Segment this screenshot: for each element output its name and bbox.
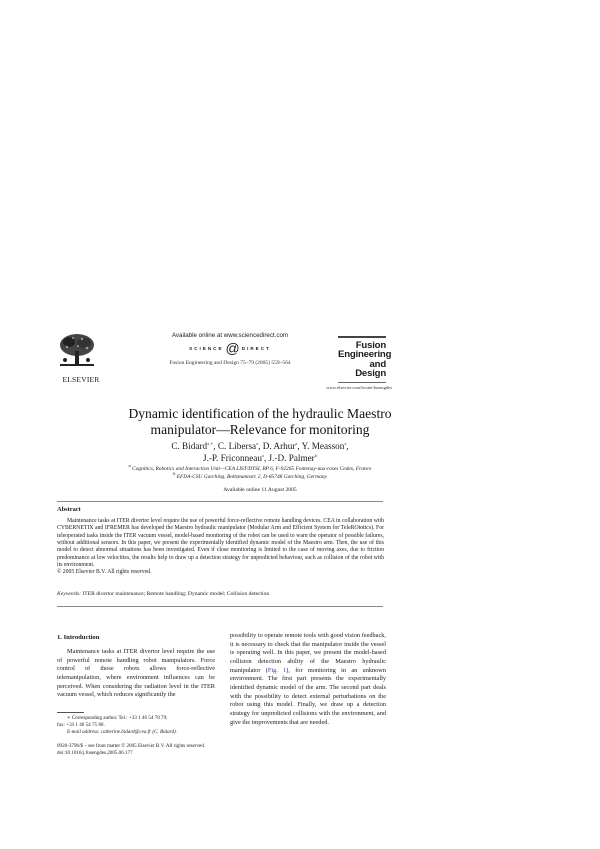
sciencedirect-left: SCIENCE xyxy=(189,345,224,351)
author-sep: , xyxy=(258,441,263,451)
affiliation-marker[interactable]: a xyxy=(344,440,347,446)
doi-line[interactable]: doi:10.1016/j.fusengdes.2005.06.177 xyxy=(57,750,133,757)
footnote-rule xyxy=(57,712,84,713)
author-name: J.-D. Palmer xyxy=(268,453,315,463)
available-online-link[interactable]: Available online at www.sciencedirect.com xyxy=(171,332,289,339)
sciencedirect-at-icon: @ xyxy=(225,340,240,356)
footnote-line-2: fax: +33 1 46 54 75 80. xyxy=(57,722,105,729)
journal-logo-line1: Fusion xyxy=(355,340,386,351)
journal-logo xyxy=(326,336,392,390)
keywords-list: ITER divertor maintenance; Remote handling; Dynamic model; Collision detection xyxy=(82,591,270,597)
affiliation-marker[interactable]: b xyxy=(314,452,317,458)
author-name: J.-P. Friconneau xyxy=(203,453,262,463)
intro-text-part2: ), for monitoring in an unknown environment. The first part presents the experimentally identified dynamic model of the arm. The second part deals with the possibility to detect external perturbations on the robot using this model. Finally, we draw up a detection strategy for unpredicted collisions with the environment, and give the improvements that are needed. xyxy=(230,666,386,726)
section-heading-introduction: 1. Introduction xyxy=(57,634,100,641)
article-title xyxy=(100,406,420,437)
affiliation-marker[interactable]: a xyxy=(295,440,298,446)
email-link[interactable]: catherine.bidard@cea.fr (C. Bidard). xyxy=(100,729,177,736)
affiliation-text: EFDA-CSU Garching, Boltzmannstr. 2, D-85748 Garching, Germany xyxy=(176,473,327,480)
journal-header xyxy=(140,332,320,366)
author xyxy=(218,441,263,451)
affiliation-marker[interactable]: a xyxy=(256,440,259,446)
elsevier-logo xyxy=(57,333,105,385)
intro-paragraph-continued xyxy=(230,632,386,727)
email-label: E-mail address: xyxy=(67,729,100,736)
journal-logo-bottom-bar xyxy=(338,382,386,383)
sciencedirect-right: DIRECT xyxy=(241,345,271,351)
author xyxy=(269,453,317,463)
author xyxy=(263,441,302,451)
abstract-copyright: © 2005 Elsevier B.V. All rights reserved. xyxy=(57,569,152,576)
affiliation-a xyxy=(60,463,440,474)
journal-logo-line3: and Design xyxy=(355,358,386,380)
affiliation-mark: a xyxy=(128,463,131,469)
body-column-right xyxy=(230,632,386,727)
available-online-date: Available online 11 August 2005 xyxy=(223,487,297,493)
front-matter xyxy=(57,743,257,757)
author xyxy=(171,441,218,451)
elsevier-tree-icon xyxy=(57,333,97,369)
journal-logo-line2: Engineering xyxy=(338,349,392,361)
keywords-label: Keywords: xyxy=(57,591,82,597)
affiliation-marker[interactable]: a,∗ xyxy=(207,440,214,446)
footnote xyxy=(57,715,227,736)
author-list xyxy=(100,440,420,464)
body-column-left xyxy=(57,648,215,700)
sciencedirect-logo xyxy=(140,342,320,354)
author xyxy=(203,453,269,463)
author-sep: , xyxy=(346,441,349,451)
author-name: C. Libersa xyxy=(217,441,257,451)
journal-url-link[interactable]: www.elsevier.com/locate/fusengdes xyxy=(326,384,392,390)
author xyxy=(302,441,349,451)
elsevier-wordmark: ELSEVIER xyxy=(62,375,100,384)
author-name: Y. Measson xyxy=(301,441,345,451)
footnote-email xyxy=(57,729,227,736)
author-name: C. Bidard xyxy=(171,441,208,451)
affiliations xyxy=(60,463,440,481)
abstract-heading: Abstract xyxy=(57,506,81,513)
author-sep: , xyxy=(213,441,218,451)
journal-reference: Fusion Engineering and Design 75–79 (2005) 559–564 xyxy=(169,360,291,366)
footnote-line-1: ∗ Corresponding author. Tel.: +33 1 46 54 78 79; xyxy=(67,715,168,721)
author-sep: , xyxy=(297,441,302,451)
journal-logo-top-bar xyxy=(338,336,386,338)
keywords xyxy=(57,591,384,597)
author-line-2 xyxy=(100,452,420,464)
divider-bottom xyxy=(57,606,383,607)
intro-text-part1: possibility to operate remote tools with good vision feedback, it is necessary to check that the manipulator inside the vessel is operating well. In this paper, we present the model-based collision detection ability of the Maestro hydraulic manipulator ( xyxy=(230,632,386,674)
abstract xyxy=(57,518,384,577)
affiliation-mark: b xyxy=(173,470,176,476)
figure-link[interactable]: Fig. 1 xyxy=(267,666,287,674)
abstract-text: Maintenance tasks at ITER divertor level require the use of powerful force-reflective remote handling devices. CEA in collaboration with CYBERNETIX and IFREMER has developed the Maestro hydraulic manipulator (Modular Arm and Efficient System for TeleROtotics). For teleoperated tasks inside the ITER vacuum vessel, model-based monitoring of the robot can be used to warn the operator of possible failures, without additional sensors. In this paper, we present the experimentally identified dynamic model of the Maestro arm. Then, the use of this model to detect abnormal situations has been investigated. Even if close monitoring is limited to the case of moving axes, due to friction predominance at low velocities, the results help to draw up a detection strategy for unpredicted behaviour, such as collision of the robot with its environment. xyxy=(57,518,384,569)
affiliation-marker[interactable]: a xyxy=(261,452,264,458)
affiliation-b xyxy=(60,470,440,482)
journal-logo-name xyxy=(338,340,392,380)
divider-top xyxy=(57,501,383,502)
intro-paragraph: Maintenance tasks at ITER divertor level require the use of powerful remote handling robot manipulators. Force control of those robots allows force-reflective telemanipulation, where environment influences can be perceived. When considering the radiation level in the ITER vacuum vessel, which reduces significantly the xyxy=(57,648,215,699)
issn-line: 0920-3796/$ – see front matter © 2005 Elsevier B.V. All rights reserved. xyxy=(57,743,206,749)
affiliation-text: Cognitics, Robotics and Interaction Unit—CEA LIST/DTSI, BP 6, F-92265 Fontenay-aux-roses Cedex, France xyxy=(132,466,372,472)
author-sep: , xyxy=(263,453,269,463)
author-line-1 xyxy=(100,440,420,452)
title-line-2: manipulator—Relevance for monitoring xyxy=(150,421,370,437)
title-line-1: Dynamic identification of the hydraulic Maestro xyxy=(128,406,392,421)
author-name: D. Arhur xyxy=(262,441,296,451)
